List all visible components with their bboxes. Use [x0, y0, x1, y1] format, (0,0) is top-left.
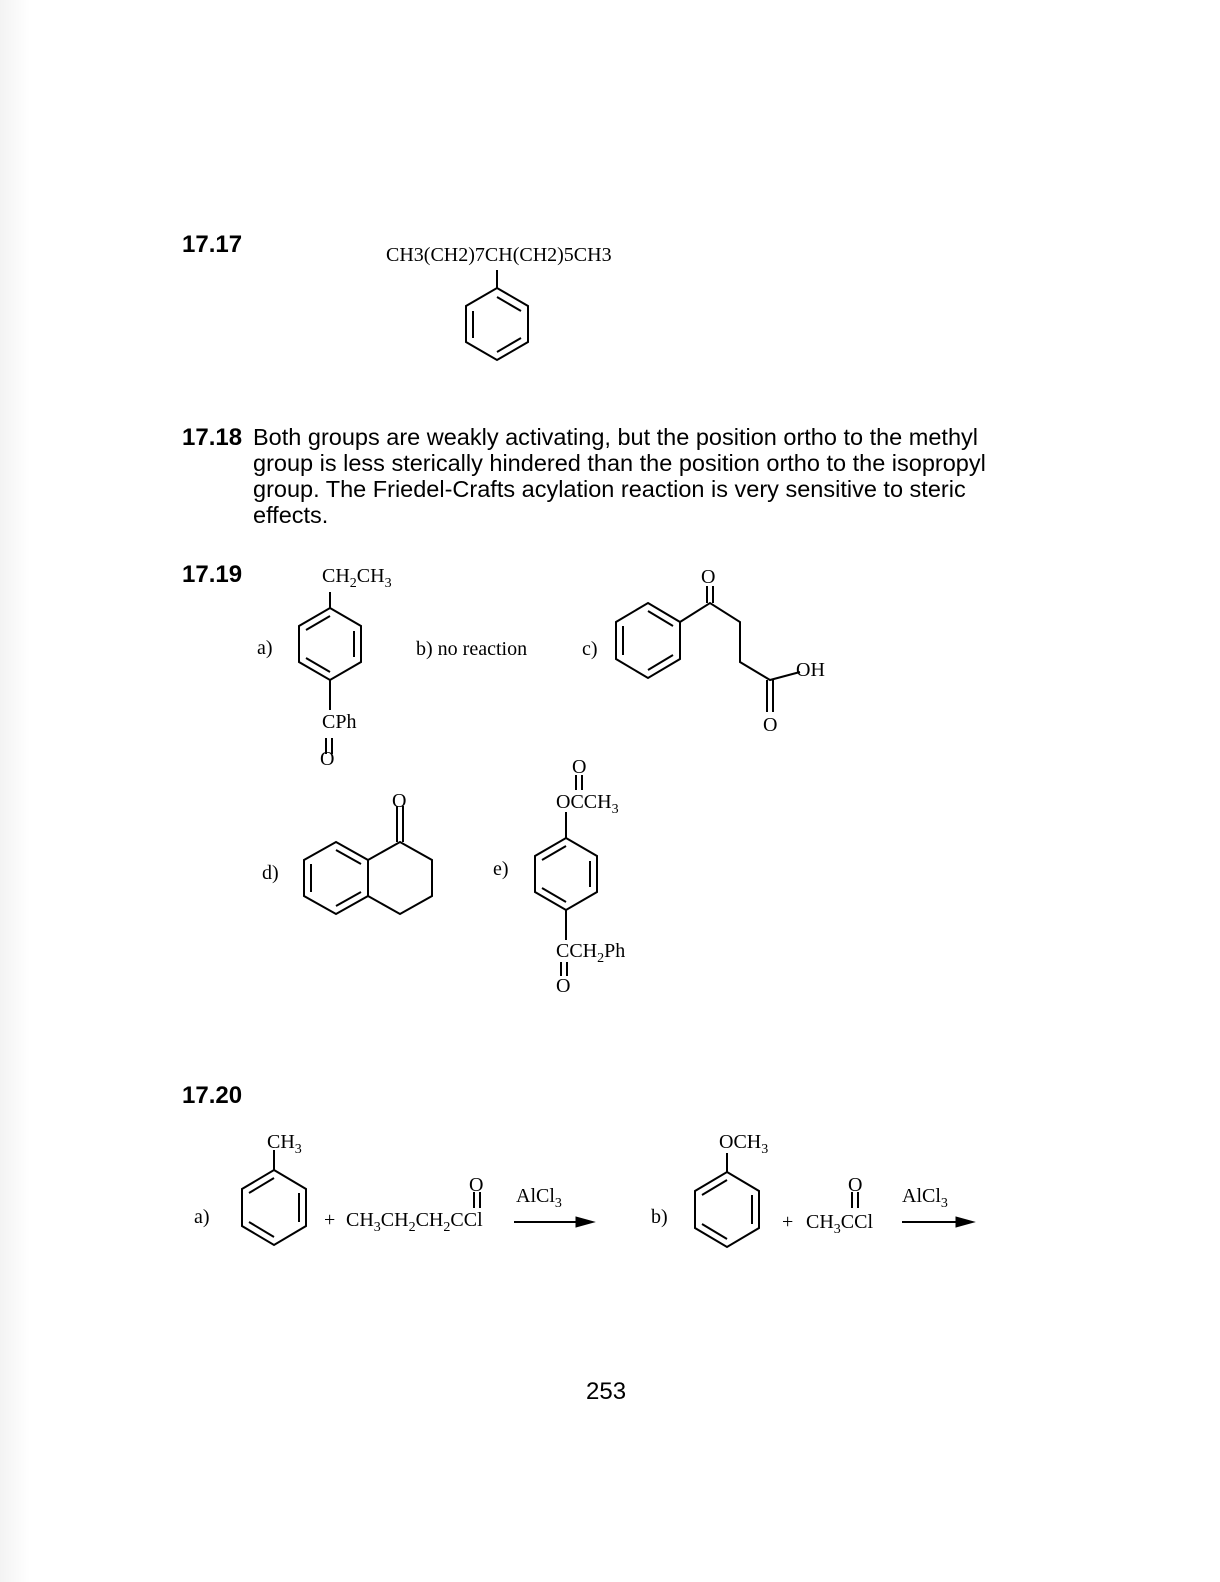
p17-20a-acyl-chloride: $CH_3CH_2CH_2CCl$: [346, 1209, 483, 1235]
p17-19e-top-carbonyl-oxygen: O: [572, 756, 587, 778]
p17-19c-hydroxyl: OH: [796, 659, 825, 681]
p17-19c-label: c): [582, 638, 598, 660]
p17-20b-plus: +: [782, 1211, 794, 1233]
p17-19e-acetate-group: $OCCH_3$: [556, 791, 619, 817]
p17-20a-label: a): [194, 1206, 210, 1228]
p17-19a-bottom-substituent: CPh: [322, 711, 357, 733]
p17-19d-label: d): [262, 862, 279, 884]
p17-17-formula-left: CH3(CH2)7: [386, 244, 485, 266]
p17-20a-methyl-substituent: $CH_3$: [267, 1131, 302, 1157]
p17-19e-label: e): [493, 858, 509, 880]
problem-number-17-17: 17.17: [182, 231, 243, 258]
p17-17-formula-right: (CH2)5CH3: [512, 244, 612, 266]
p17-17-benzene-ring: [466, 270, 528, 360]
p17-20b-acyl-chloride: $CH_3CCl$: [806, 1211, 874, 1237]
p17-19b-no-reaction: b) no reaction: [416, 638, 528, 660]
p17-19c-structure: [616, 586, 800, 712]
p17-19c-acid-oxygen: O: [763, 714, 778, 736]
p17-18-explanation: Both groups are weakly activating, but the position ortho to the methyl group is less sterically hindered than the position ortho to the isopropyl group. The Friedel-Crafts acylation reaction is very sensitive to steric effects.: [253, 424, 986, 528]
p17-20b-acyl-oxygen: O: [848, 1174, 863, 1196]
p17-19c-ketone-oxygen: O: [701, 566, 716, 588]
p17-20b-catalyst: AlCl$_3$: [902, 1185, 948, 1211]
p17-19a-carbonyl-oxygen: O: [320, 748, 335, 770]
p17-20a-catalyst: AlCl$_3$: [516, 1185, 562, 1211]
p17-20a-plus: +: [324, 1209, 336, 1231]
problem-number-17-19: 17.19: [182, 561, 243, 588]
p17-19a-top-substituent: $CH_2CH_3$: [322, 565, 392, 591]
problem-number-17-18: 17.18: [182, 424, 243, 451]
p17-19d-structure: [304, 806, 432, 914]
p17-17-formula: [386, 244, 612, 267]
p17-17-formula-ch: CH: [484, 244, 513, 266]
p17-19a-label: a): [257, 637, 273, 659]
p17-19e-bottom-carbonyl-oxygen: O: [556, 975, 571, 997]
problem-number-17-20: 17.20: [182, 1082, 243, 1109]
page-number: 253: [586, 1378, 627, 1405]
p17-20b-label: b): [651, 1206, 668, 1228]
p17-20b-methoxy-substituent: $OCH_3$: [719, 1131, 769, 1157]
p17-20a-acyl-oxygen: O: [469, 1174, 484, 1196]
p17-19e-bottom-substituent: $CCH_2Ph$: [556, 940, 626, 966]
p17-19d-ketone-oxygen: O: [392, 790, 407, 812]
